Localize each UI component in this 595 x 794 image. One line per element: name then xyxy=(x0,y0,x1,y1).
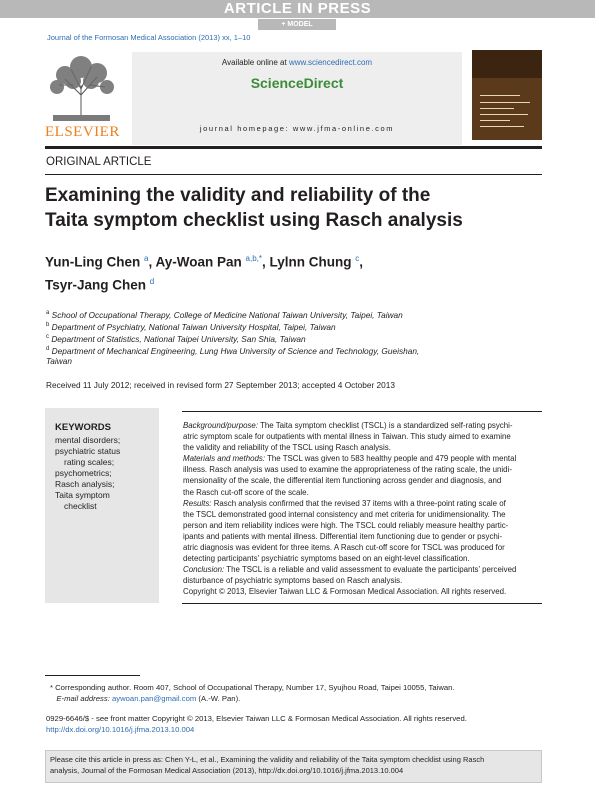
model-badge: + MODEL xyxy=(258,19,336,30)
abstract-line: atric symptom scale for outpatients with mental illness in Taiwan. This study aimed to examine xyxy=(183,432,511,442)
author-affiliation-marker[interactable]: c xyxy=(355,254,360,263)
results-label: Results: xyxy=(183,498,212,508)
abstract-text: The TSCL was given to 583 healthy people and 479 people with mental xyxy=(267,454,517,464)
section-divider xyxy=(45,174,542,175)
abstract-top-rule xyxy=(182,411,542,412)
affiliation-text: Department of Psychiatry, National Taiwan University Hospital, Taipei, Taiwan xyxy=(51,321,336,332)
abstract-line: disturbance of psychiatric symptoms based on Rasch analysis. xyxy=(183,576,403,586)
affiliation-continued: Taiwan xyxy=(46,356,72,366)
header-divider xyxy=(45,146,542,149)
abstract-line: mensionality of the scale, the differential item functioning across gender and diagnosis, and xyxy=(183,476,502,486)
author-affiliation-marker[interactable]: d xyxy=(149,276,155,286)
author-name[interactable]: Yun-Ling Chen xyxy=(45,254,141,270)
keyword: psychometrics; xyxy=(55,468,112,478)
keyword: Taita symptom xyxy=(55,490,110,500)
abstract-copyright: Copyright © 2013, Elsevier Taiwan LLC & Formosan Medical Association. All rights reserved. xyxy=(183,587,507,597)
affiliation-text: Department of Mechanical Engineering, Lung Hwa University of Science and Technology, Gueishan, xyxy=(51,345,420,356)
abstract-line xyxy=(183,453,542,464)
abstract-line: the validity and reliability of the TSCL using Rasch analysis. xyxy=(183,443,391,453)
publisher-wordmark: ELSEVIER xyxy=(45,124,120,140)
abstract-line xyxy=(183,420,542,431)
citation-text xyxy=(50,754,540,776)
available-prefix: Available online at xyxy=(221,58,287,67)
abstract-line: person and item reliability indices were high. The TSCL could reliably measure healthy partic- xyxy=(183,520,509,530)
received-dates: Received 11 July 2012; received in revised form 27 September 2013; accepted 4 October 2013 xyxy=(46,380,395,390)
footnote-rule xyxy=(45,675,140,676)
journal-citation-line[interactable]: Journal of the Formosan Medical Association (2013) xx, 1–10 xyxy=(47,33,251,42)
author-affiliation-marker[interactable]: a xyxy=(144,254,149,263)
abstract-line: atric diagnosis was evident for three items. A Rasch cut-off score for TSCL was produced for xyxy=(183,543,505,553)
affiliation-marker: d xyxy=(46,346,50,352)
abstract-line: detecting participants’ psychiatric symptoms based on an eight-level classification. xyxy=(183,554,470,564)
keyword: mental disorders; xyxy=(55,435,121,445)
sciencedirect-link[interactable]: www.sciencedirect.com xyxy=(288,58,373,67)
corresponding-author: * Corresponding author. Room 407, School of Occupational Therapy, Number 17, Syujhou Road, Taipei 10055, Taiwan. xyxy=(50,683,455,692)
background-label: Background/purpose: xyxy=(183,421,259,430)
author-name[interactable]: Lylnn Chung xyxy=(269,254,352,270)
author-list: Yun-Ling Chen $^a$, Ay-Woan Pan $^{a,b,*}$, Lylnn Chung $^c$, Tsyr-Jang Chen $^d$ xyxy=(45,254,364,292)
article-in-press-banner: ARTICLE IN PRESS xyxy=(0,0,595,18)
abstract-line xyxy=(183,564,542,575)
abstract-text: The TSCL is a reliable and valid assessment to evaluate the participants’ perceived xyxy=(226,565,517,575)
abstract-text: The Taita symptom checklist (TSCL) is a standardized self-rating psychi- xyxy=(260,421,513,430)
journal-homepage[interactable]: journal homepage: www.jfma-online.com xyxy=(199,124,395,133)
affiliation-marker: a xyxy=(46,310,50,316)
keyword: Rasch analysis; xyxy=(55,479,115,489)
affiliation-marker: c xyxy=(46,334,49,340)
keywords-heading: KEYWORDS xyxy=(55,422,111,433)
citation-line-2[interactable]: analysis, Journal of the Formosan Medical Association (2013), http://dx.doi.org/10.1016/j.jfma.2013.10.004 xyxy=(50,766,404,775)
available-online-line xyxy=(132,58,462,67)
keyword: psychiatric status xyxy=(55,446,121,456)
author-name[interactable]: Tsyr-Jang Chen xyxy=(45,277,147,292)
email-link[interactable]: aywoan.pan@gmail.com xyxy=(111,694,197,703)
abstract-line: illness. Rasch analysis was used to examine the appropriateness of the rating scale, the unidi- xyxy=(183,465,512,475)
keyword: rating scales; xyxy=(64,457,115,467)
keyword: checklist xyxy=(64,501,97,511)
abstract-bottom-rule xyxy=(182,603,542,604)
sciencedirect-logo: ScienceDirect xyxy=(250,75,344,91)
affiliation-marker: b xyxy=(46,322,50,328)
title-line-2: Taita symptom checklist using Rasch analysis xyxy=(45,210,463,231)
author-name[interactable]: Ay-Woan Pan xyxy=(155,254,242,270)
email-suffix: (A.-W. Pan). xyxy=(198,694,241,703)
title-line-1: Examining the validity and reliability of the xyxy=(45,185,431,206)
correspondence-footnote xyxy=(50,682,455,704)
journal-cover-masthead xyxy=(472,50,542,78)
abstract-text: Rasch analysis confirmed that the revised 37 items with a three-point rating scale of xyxy=(213,498,506,508)
front-matter-info xyxy=(46,713,467,735)
abstract-line: ipants and patients with mental illness. Differential item functioning due to gender or psychi- xyxy=(183,531,503,541)
abstract-line xyxy=(183,498,542,509)
conclusion-label: Conclusion: xyxy=(183,565,225,575)
affiliation-text: School of Occupational Therapy, College of Medicine National Taiwan University, Taipei, Taiwan xyxy=(51,309,403,320)
author-affiliation-marker[interactable]: a,b,* xyxy=(245,254,262,263)
affiliation-text: Department of Statistics, National Taipei University, San Shia, Taiwan xyxy=(51,333,306,344)
doi-link[interactable]: http://dx.doi.org/10.1016/j.jfma.2013.10.004 xyxy=(46,725,195,734)
abstract-line: the Rasch cut-off score of the scale. xyxy=(183,487,309,497)
email-label: E-mail address: xyxy=(56,694,110,703)
abstract-line: the TSCL demonstrated good internal consistency and met criteria for unidimensionality. The xyxy=(183,509,506,519)
citation-line-1: Please cite this article in press as: Chen Y-L, et al., Examining the validity and reliability of the Taita symptom checklist using Rasch xyxy=(50,755,485,764)
article-type: ORIGINAL ARTICLE xyxy=(46,156,152,168)
methods-label: Materials and methods: xyxy=(183,454,266,464)
article-title xyxy=(45,183,515,233)
abstract xyxy=(183,420,542,598)
issn-line: 0929-6646/$ - see front matter Copyright © 2013, Elsevier Taiwan LLC & Formosan Medical Association. All rights reserved. xyxy=(46,714,467,723)
